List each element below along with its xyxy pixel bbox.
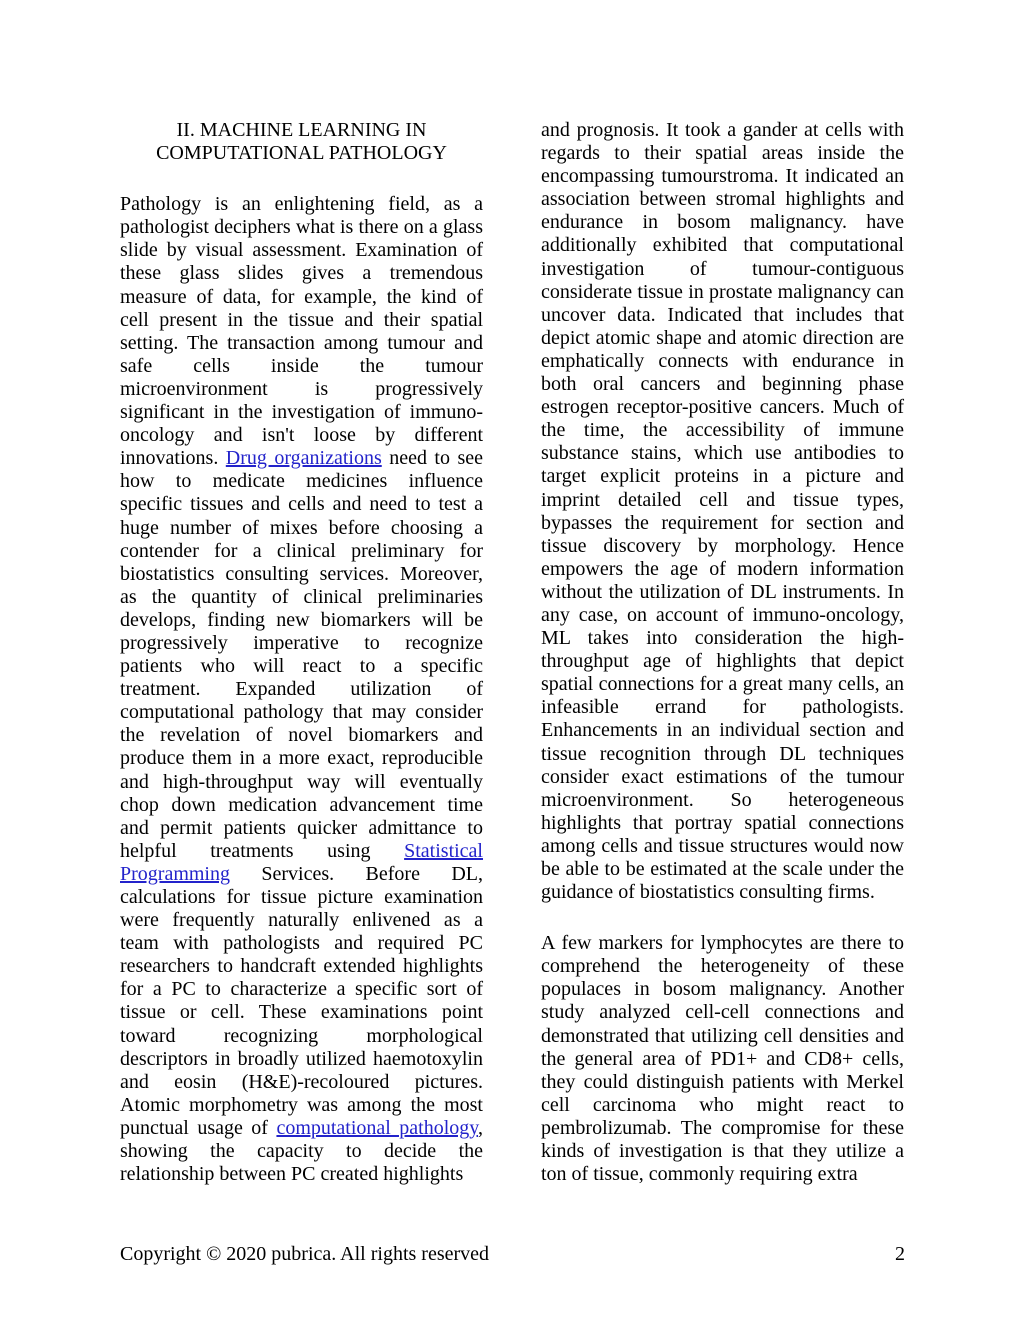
text-run: A few markers for lymphocytes are there to comprehend the heterogeneity of these populaces in bosom malignancy. Another study analyzed cell-cell connections and demonstrated that utilizing cell densities and the general area of PD1+ and CD8+ cells, they could distinguish patients with Merkel cell carcinoma who might react to pembrolizumab. The compromise for these kinds of investigation is that they utilize a ton of tissue, commonly requiring extra <box>541 932 904 1186</box>
page-number: 2 <box>895 1243 905 1265</box>
left-column-paragraphs <box>120 193 483 1186</box>
text-run: , showing the capacity to decide the relationship between PC created highlights <box>120 1116 483 1186</box>
section-heading <box>120 119 483 165</box>
text-run: need to see how to medicate medicines influence specific tissues and cells and need to test a huge number of mixes before choosing a contender for a clinical preliminary for biostatistics consulting services. Moreover, as the quantity of clinical preliminaries develops, finding new biomarkers will be progressively imperative to recognize patients who will react to a specific treatment. Expanded utilization of computational pathology that may consider the revelation of novel biomarkers and produce them in a more exact, reproducible and high-throughput way will eventually chop down medication advancement time and permit patients quicker admittance to helpful treatments using <box>120 447 483 862</box>
text-run: Services. Before DL, calculations for tissue picture examination were frequently naturally enlivened as a team with pathologists and required PC researchers to handcraft extended highlights for a PC to characterize a specific sort of tissue or cell. These examinations point toward recognizing morphological descriptors in broadly utilized haemotoxylin and eosin (H&E)-recoloured pictures. Atomic morphometry was among the most punctual usage of <box>120 862 483 1139</box>
statistical-programming-link[interactable]: Statistical Programming <box>120 839 483 885</box>
right-column-paragraphs <box>541 119 904 1186</box>
paragraph <box>541 119 904 904</box>
text-run: and prognosis. It took a gander at cells with regards to their spatial areas inside the encompassing tumourstroma. It indicated an association between stromal highlights and endurance in bosom malignancy. have additionally exhibited that computational investigation of tumour-contiguous considerate tissue in prostate malignancy can uncover data. Indicated that includes that depict atomic shape and atomic direction are emphatically connects with endurance in both oral cancers and beginning phase estrogen receptor-positive cancers. Much of the time, the accessibility of immune substance stains, which use antibodies to target explicit proteins in a picture and imprint detailed cell and tissue types, bypasses the requirement for section and tissue discovery by morphology. Hence empowers the age of modern information without the utilization of DL instruments. In any case, on account of immuno-oncology, ML takes into consideration the high-throughput age of highlights that depict spatial connections for a great many cells, an infeasible errand for pathologists. Enhancements in an individual section and tissue recognition through DL techniques consider exact estimations of the tumour microenvironment. So heterogeneous highlights that portray spatial connections among cells and tissue structures would now be able to be estimated at the scale under the guidance of biostatistics consulting firms. <box>541 119 904 904</box>
right-column <box>541 119 904 1186</box>
section-heading-line2: COMPUTATIONAL PATHOLOGY <box>156 142 447 165</box>
page-footer <box>120 1243 905 1266</box>
text-run: Pathology is an enlightening field, as a pathologist deciphers what is there on a glass slide by visual assessment. Examination of these glass slides gives a tremendous measure of data, for example, the kind of cell present in the tissue and their spatial setting. The transaction among tumour and safe cells inside the tumour microenvironment is progressively significant in the investigation of immuno-oncology and isn't loose by different innovations. <box>120 193 483 470</box>
section-heading-line1: II. MACHINE LEARNING IN <box>176 119 427 141</box>
paragraph <box>120 193 483 1186</box>
left-column <box>120 119 483 1186</box>
paragraph <box>541 932 904 1186</box>
drug-organizations-link[interactable]: Drug organizations <box>225 447 382 470</box>
copyright-text: Copyright © 2020 pubrica. All rights reserved <box>120 1243 490 1265</box>
computational-pathology-link[interactable]: computational pathology <box>276 1116 478 1139</box>
